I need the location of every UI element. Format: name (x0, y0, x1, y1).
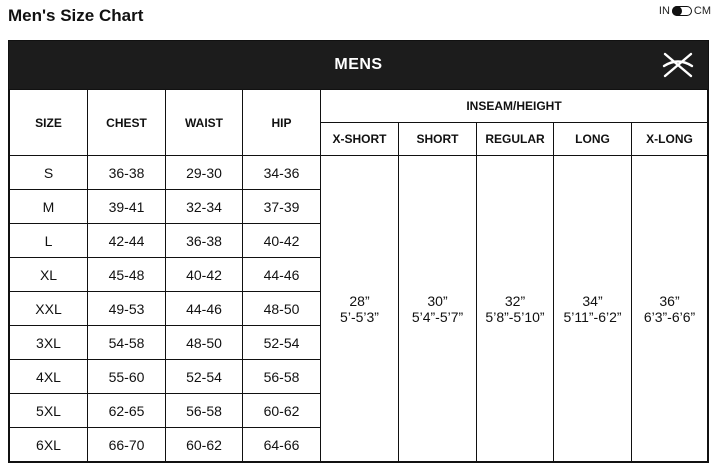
chest-cell: 36-38 (88, 156, 166, 190)
waist-cell: 32-34 (166, 190, 243, 224)
hip-cell: 37-39 (243, 190, 321, 224)
header-hip: HIP (243, 90, 321, 156)
chest-cell: 39-41 (88, 190, 166, 224)
waist-cell: 48-50 (166, 326, 243, 360)
size-cell: M (10, 190, 88, 224)
size-cell: L (10, 224, 88, 258)
inseam-long-cell (554, 156, 632, 462)
inseam-x-short-cell (321, 156, 399, 462)
hip-cell: 56-58 (243, 360, 321, 394)
waist-cell: 52-54 (166, 360, 243, 394)
header-x-short: X-SHORT (321, 123, 399, 156)
hip-cell: 48-50 (243, 292, 321, 326)
size-cell: XXL (10, 292, 88, 326)
inseam-x-long-cell (632, 156, 708, 462)
inseam-regular-cell (477, 156, 554, 462)
waist-cell: 36-38 (166, 224, 243, 258)
height-range: 6’3”-6’6” (643, 308, 696, 325)
brand-logo-icon (662, 51, 694, 79)
inseam-value: 34” (582, 292, 603, 309)
hip-cell: 34-36 (243, 156, 321, 190)
chest-cell: 62-65 (88, 394, 166, 428)
unit-toggle[interactable] (658, 5, 712, 17)
inseam-value: 36” (659, 292, 680, 309)
waist-cell: 40-42 (166, 258, 243, 292)
height-range: 5’11”-6’2” (563, 308, 622, 325)
size-cell: 6XL (10, 428, 88, 462)
chest-cell: 66-70 (88, 428, 166, 462)
header-inseam-height: INSEAM/HEIGHT (321, 90, 708, 123)
table-row (10, 156, 708, 190)
chest-cell: 45-48 (88, 258, 166, 292)
header-short: SHORT (399, 123, 477, 156)
header-chest: CHEST (88, 90, 166, 156)
chest-cell: 54-58 (88, 326, 166, 360)
size-chart (8, 40, 709, 463)
size-cell: 4XL (10, 360, 88, 394)
hip-cell: 40-42 (243, 224, 321, 258)
size-cell: XL (10, 258, 88, 292)
header-size: SIZE (10, 90, 88, 156)
header-regular: REGULAR (477, 123, 554, 156)
hip-cell: 52-54 (243, 326, 321, 360)
height-range: 5’4”-5’7” (411, 308, 464, 325)
size-cell: 5XL (10, 394, 88, 428)
switch-knob (672, 6, 682, 16)
chest-cell: 42-44 (88, 224, 166, 258)
hip-cell: 60-62 (243, 394, 321, 428)
header-long: LONG (554, 123, 632, 156)
waist-cell: 56-58 (166, 394, 243, 428)
inseam-value: 30” (427, 292, 448, 309)
size-cell: 3XL (10, 326, 88, 360)
size-cell: S (10, 156, 88, 190)
height-range: 5’8”-5’10” (485, 308, 545, 325)
inseam-value: 28” (349, 292, 370, 309)
page-title: Men's Size Chart (8, 6, 144, 25)
size-table (9, 89, 708, 462)
chart-banner (9, 41, 708, 89)
hip-cell: 44-46 (243, 258, 321, 292)
hip-cell: 64-66 (243, 428, 321, 462)
unit-switch[interactable] (672, 6, 692, 16)
inseam-value: 32” (504, 292, 526, 309)
header-waist: WAIST (166, 90, 243, 156)
chest-cell: 55-60 (88, 360, 166, 394)
chest-cell: 49-53 (88, 292, 166, 326)
unit-toggle-in-label: IN (658, 5, 670, 17)
unit-toggle-cm-label: CM (693, 5, 711, 17)
waist-cell: 60-62 (166, 428, 243, 462)
waist-cell: 44-46 (166, 292, 243, 326)
height-range: 5’-5’3” (340, 308, 379, 325)
inseam-short-cell (399, 156, 477, 462)
waist-cell: 29-30 (166, 156, 243, 190)
header-x-long: X-LONG (632, 123, 708, 156)
banner-title: MENS (334, 56, 383, 73)
